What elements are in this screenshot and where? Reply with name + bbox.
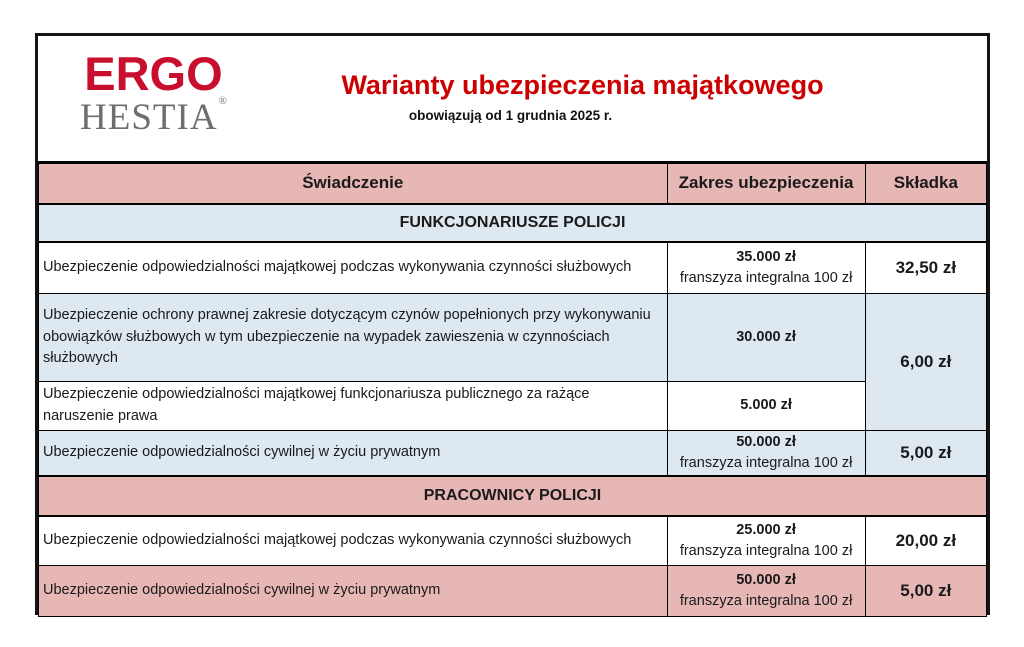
benefit-cell: Ubezpieczenie odpowiedzialności cywilnej w życiu prywatnym <box>39 430 668 476</box>
coverage-cell <box>667 382 865 431</box>
sum-insured: 25.000 zł <box>736 521 796 538</box>
benefit-cell: Ubezpieczenie odpowiedzialności majątkowej funkcjonariusza publicznego za rażące naruszenie prawa <box>39 382 668 431</box>
coverage-cell <box>667 430 865 476</box>
section-label: PRACOWNICY POLICJI <box>39 476 987 516</box>
sum-insured: 35.000 zł <box>736 248 796 265</box>
section-header-funkcjonariusze <box>39 204 987 242</box>
coverage-cell <box>667 242 865 294</box>
sum-insured: 50.000 zł <box>736 433 796 450</box>
page-title: Warianty ubezpieczenia majątkowego <box>341 70 824 100</box>
premium-cell: 5,00 zł <box>865 566 986 617</box>
col-header-coverage: Zakres ubezpieczenia <box>667 164 865 204</box>
col-header-premium: Składka <box>865 164 986 204</box>
title-block <box>208 70 957 123</box>
sum-insured: 50.000 zł <box>736 572 796 589</box>
ergo-hestia-logo <box>80 47 228 138</box>
table-row <box>39 294 987 382</box>
logo-ergo-text: ERGO <box>84 47 223 100</box>
table-row <box>39 242 987 294</box>
benefit-cell: Ubezpieczenie ochrony prawnej zakresie dotyczącym czynów popełnionych przy wykonywaniu obowiązków służbowych w tym ubezpieczenie na wypadek zawieszenia w czynnościach służbowych <box>39 294 668 382</box>
benefit-cell: Ubezpieczenie odpowiedzialności majątkowej podczas wykonywania czynności służbowych <box>39 516 668 566</box>
premium-cell: 5,00 zł <box>865 430 986 476</box>
logo-hestia-text: HESTIA® <box>80 94 228 138</box>
franchise-note: franszyza integralna 100 zł <box>679 593 853 610</box>
premium-cell: 32,50 zł <box>865 242 986 294</box>
coverage-cell <box>667 566 865 617</box>
table-header-row <box>39 164 987 204</box>
franchise-note: franszyza integralna 100 zł <box>679 454 853 471</box>
premium-cell: 20,00 zł <box>865 516 986 566</box>
premium-cell: 6,00 zł <box>865 294 986 431</box>
table-row <box>39 516 987 566</box>
page-subtitle: obowiązują od 1 grudnia 2025 r. <box>408 108 613 123</box>
insurance-variants-table <box>38 163 987 617</box>
coverage-cell <box>667 516 865 566</box>
sum-insured: 5.000 zł <box>740 397 792 414</box>
section-header-pracownicy <box>39 476 987 516</box>
document-page <box>35 33 990 615</box>
sum-insured: 30.000 zł <box>736 328 796 345</box>
franchise-note: franszyza integralna 100 zł <box>679 269 853 286</box>
franchise-note: franszyza integralna 100 zł <box>679 542 853 559</box>
table-row <box>39 430 987 476</box>
benefit-cell: Ubezpieczenie odpowiedzialności cywilnej w życiu prywatnym <box>39 566 668 617</box>
col-header-benefit: Świadczenie <box>39 164 668 204</box>
coverage-cell <box>667 294 865 382</box>
section-label: FUNKCJONARIUSZE POLICJI <box>39 204 987 242</box>
document-header <box>38 36 987 163</box>
table-row <box>39 566 987 617</box>
registered-trademark-icon: ® <box>218 94 228 107</box>
benefit-cell: Ubezpieczenie odpowiedzialności majątkowej podczas wykonywania czynności służbowych <box>39 242 668 294</box>
table-row <box>39 382 987 431</box>
